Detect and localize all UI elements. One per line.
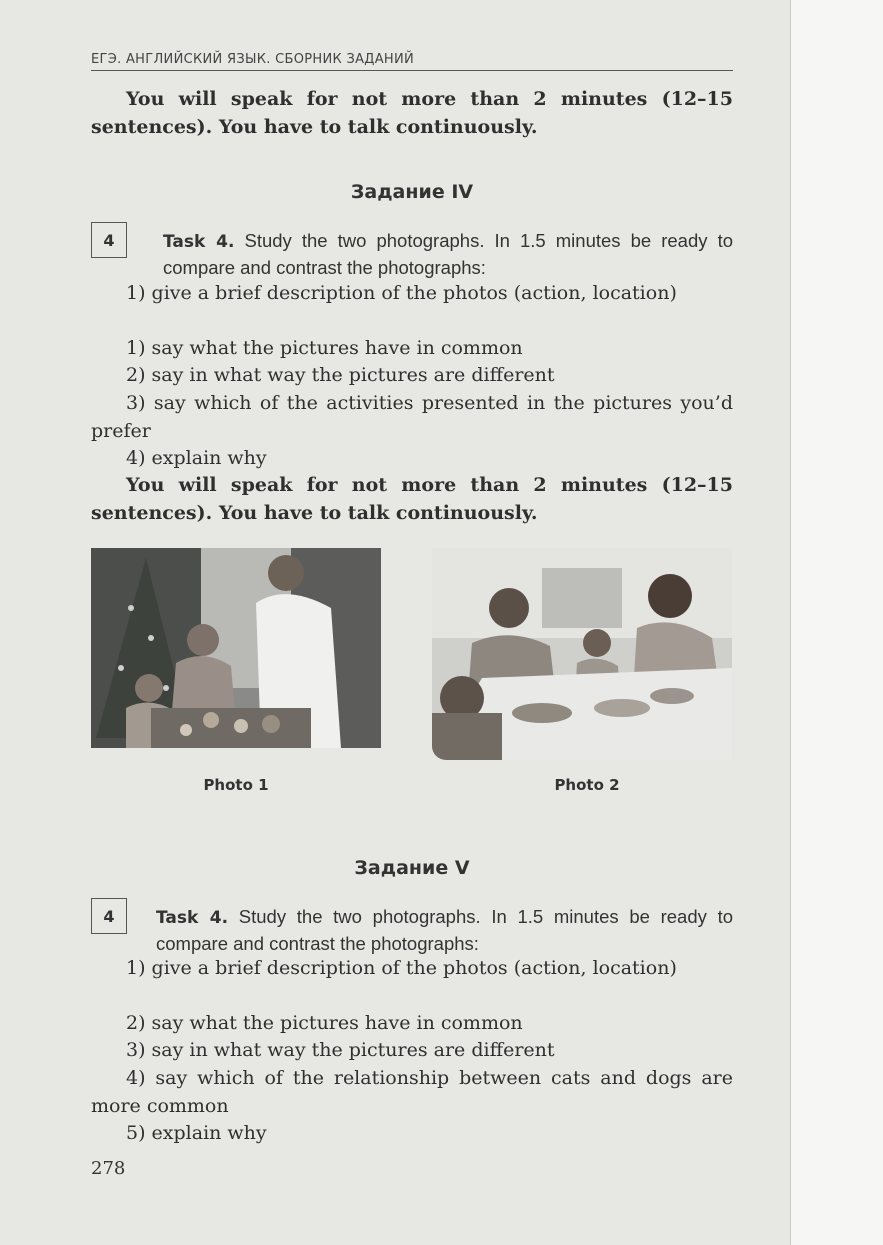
photo-2-caption: Photo 2: [554, 776, 620, 794]
section-4-heading: Задание IV: [350, 181, 474, 203]
section-5-item: 3) say in what way the pictures are different: [126, 1039, 555, 1061]
section-5-task-number: 4: [91, 898, 127, 934]
running-head: ЕГЭ. АНГЛИЙСКИЙ ЯЗЫК. СБОРНИК ЗАДАНИЙ: [91, 52, 733, 71]
page-number: 278: [91, 1158, 126, 1179]
section-4-task-text: Study the two photographs. In 1.5 minutes be ready to compare and contrast the photographs:: [163, 230, 733, 278]
section-5-item: 2) say what the pictures have in common: [126, 1012, 523, 1034]
section-5-item: 5) explain why: [126, 1122, 267, 1144]
section-5-item: 4) say which of the relationship between cats and dogs are more common: [91, 1067, 733, 1117]
section-4-item: 3) say which of the activities presented in the pictures you’d prefer: [91, 392, 733, 442]
section-4-item: 4) explain why: [126, 447, 267, 469]
section-4-item: 2) say in what way the pictures are different: [126, 364, 555, 386]
photo-1-caption: Photo 1: [203, 776, 269, 794]
section-5-task-intro: [156, 904, 733, 957]
section-4-item: 1) say what the pictures have in common: [126, 337, 523, 359]
section-4-task-number: 4: [91, 222, 127, 258]
section-5-heading: Задание V: [354, 857, 470, 879]
section-5-task-label: Task 4.: [156, 908, 229, 928]
section-4-closing: You will speak for not more than 2 minutes (12–15 sentences). You have to talk continuously.: [91, 474, 733, 524]
photo-2-image: [432, 548, 732, 760]
section-4-item: 1) give a brief description of the photos (action, location): [126, 282, 677, 304]
page-edge: [790, 0, 883, 1245]
photo-1-image: [91, 548, 381, 748]
photo-2-family-dinner: [432, 548, 732, 760]
intro-instruction: You will speak for not more than 2 minutes (12–15 sentences). You have to talk continuously.: [91, 88, 733, 138]
photo-1-christmas-family: [91, 548, 381, 748]
section-5-item: 1) give a brief description of the photos (action, location): [126, 957, 677, 979]
section-4-task-label: Task 4.: [163, 232, 235, 252]
section-4-task-intro: [163, 228, 733, 281]
section-5-task-text: Study the two photographs. In 1.5 minutes be ready to compare and contrast the photographs:: [156, 906, 734, 954]
